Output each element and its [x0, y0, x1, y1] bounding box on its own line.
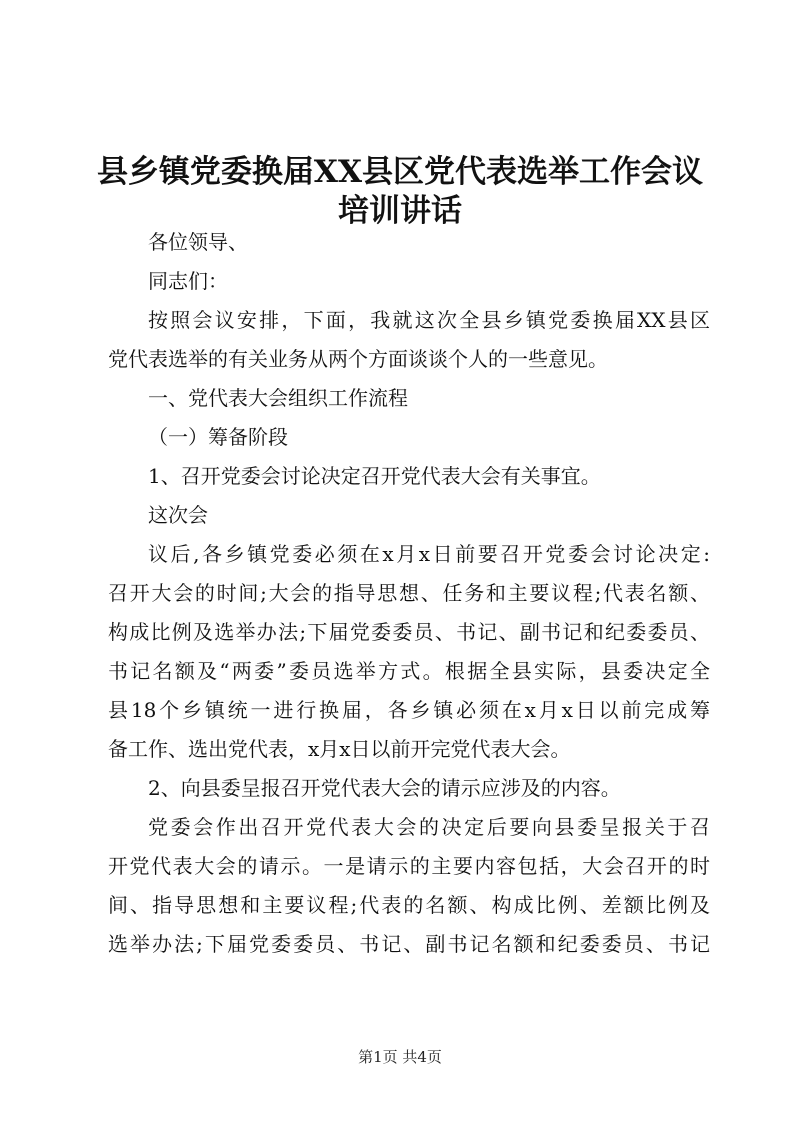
item-heading: 1、召开党委会讨论决定召开党代表大会有关事宜。 — [148, 464, 601, 488]
body-line: 召开大会的时间;大会的指导思想、任务和主要议程;代表名额、 — [108, 581, 710, 605]
item-heading: 2、向县委呈报召开党代表大会的请示应涉及的内容。 — [148, 776, 621, 800]
page-number-footer: 第1页 共4页 — [358, 1048, 442, 1066]
document-body — [108, 223, 710, 964]
body-line: 这次会 — [148, 503, 208, 527]
body-line: 开党代表大会的请示。一是请示的主要内容包括，大会召开的时 — [108, 854, 710, 878]
body-line: 构成比例及选举办法;下届党委委员、书记、副书记和纪委委员、 — [108, 620, 710, 644]
body-line: 党代表选举的有关业务从两个方面谈谈个人的一些意见。 — [108, 347, 608, 371]
body-line: 议后,各乡镇党委必须在x月x日前要召开党委会讨论决定: — [148, 542, 710, 566]
document-title-line-1: 县乡镇党委换届XX县区党代表选举工作会议 — [96, 154, 704, 190]
body-line: 备工作、选出党代表，x月x日以前开完党代表大会。 — [108, 737, 571, 761]
body-line: 同志们： — [148, 269, 228, 293]
body-line: 党委会作出召开党代表大会的决定后要向县委呈报关于召 — [148, 815, 710, 839]
section-heading: 一、党代表大会组织工作流程 — [148, 386, 408, 410]
body-line: 选举办法;下届党委委员、书记、副书记名额和纪委委员、书记 — [108, 932, 710, 956]
body-line: 书记名额及“两委”委员选举方式。根据全县实际，县委决定全 — [108, 659, 710, 683]
document-title-line-2: 培训讲话 — [338, 193, 462, 229]
body-line: 各位领导、 — [148, 230, 248, 254]
subsection-heading: （一）筹备阶段 — [148, 425, 288, 449]
body-line: 县18个乡镇统一进行换届，各乡镇必须在x月x日以前完成筹 — [108, 698, 710, 722]
body-line: 按照会议安排，下面，我就这次全县乡镇党委换届XX县区 — [148, 308, 710, 332]
body-line: 间、指导思想和主要议程;代表的名额、构成比例、差额比例及 — [108, 893, 710, 917]
